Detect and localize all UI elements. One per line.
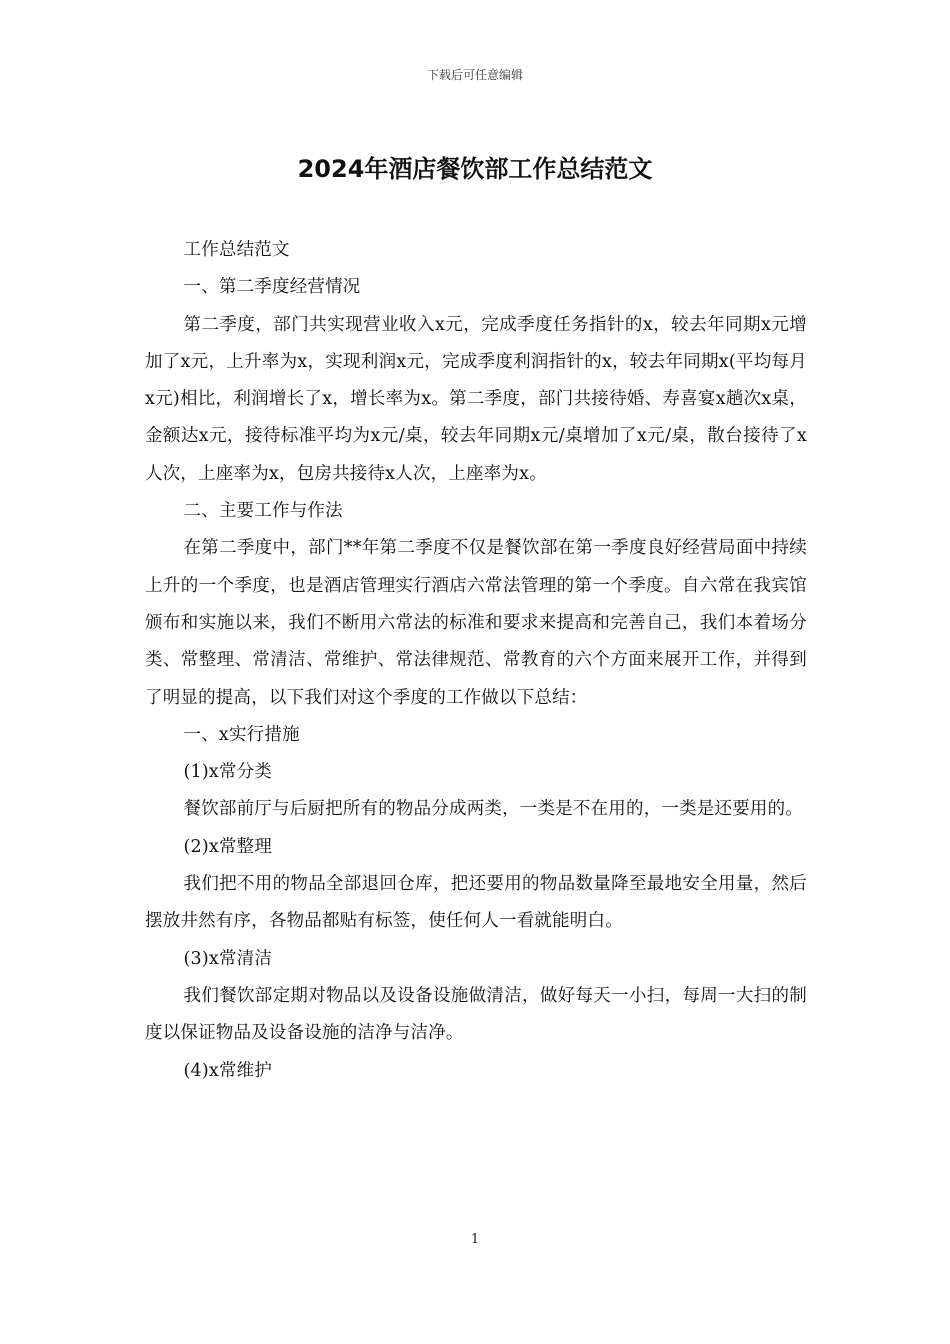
header-note: 下载后可任意编辑 [426,68,523,82]
heading-clean: (3)x常清洁 [183,948,273,969]
paragraph-operations: 第二季度，部门共实现营业收入x元，完成季度任务指针的x，较去年同期x元增加了x元，上升率为x，实现利润x元，完成季度利润指针的x，较去年同期x(平均每月x元)相比，利润增长了x，增长率为x。第二季度，部门共接待婚、寿喜宴x趟次x桌，金额达x元，接待标准平均为x元/桌，较去年同期x元/桌增加了x元/桌，散台接待了x人次，上座率为x，包房共接待x人次，上座率为x。 [145,314,807,484]
document-body [145,232,807,1090]
paragraph-clean: 我们餐饮部定期对物品以及设备设施做清洁，做好每天一小扫，每周一大扫的制度以保证物品及设备设施的洁净与洁净。 [145,985,807,1044]
paragraph-intro: 工作总结范文 [183,240,290,260]
heading-organize: (2)x常整理 [183,836,273,857]
paragraph-sort: 餐饮部前厅与后厨把所有的物品分成两类，一类是不在用的，一类是还要用的。 [183,799,803,820]
document-title: 2024年酒店餐饮部工作总结范文 [297,155,653,183]
heading-measures: 一、x实行措施 [183,724,300,745]
paragraph-main-work: 在第二季度中，部门**年第二季度不仅是餐饮部在第一季度良好经营局面中持续上升的一个季度，也是酒店管理实行酒店六常法管理的第一个季度。自六常在我宾馆颁布和实施以来，我们不断用六常法的标准和要求来提高和完善自己，我们本着场分类、常整理、常清洁、常维护、常法律规范、常教育的六个方面来展开工作，并得到了明显的提高，以下我们对这个季度的工作做以下总结： [145,538,807,708]
heading-sort: (1)x常分类 [183,762,273,783]
heading-section-2: 二、主要工作与作法 [183,501,343,522]
heading-maintain: (4)x常维护 [183,1060,273,1081]
page-number: 1 [470,1232,480,1247]
heading-section-1: 一、第二季度经营情况 [183,277,361,298]
paragraph-organize: 我们把不用的物品全部退回仓库，把还要用的物品数量降至最地安全用量，然后摆放井然有序，各物品都贴有标签，使任何人一看就能明白。 [145,874,807,932]
